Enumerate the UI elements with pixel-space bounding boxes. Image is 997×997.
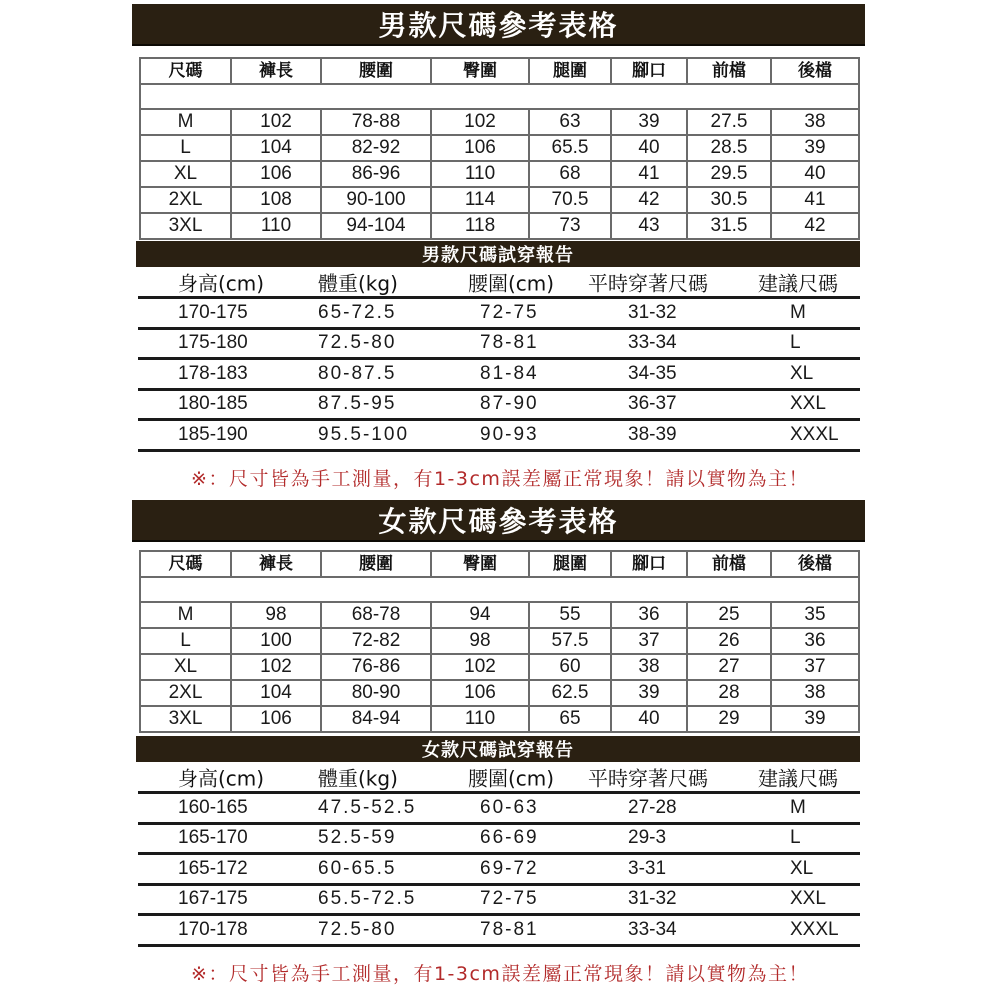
- men-measurement-note: ※：尺寸皆為手工測量，有1-3cm誤差屬正常現象！請以實物為主！: [191, 468, 809, 490]
- cell: 41: [771, 187, 859, 213]
- cell: XXXL: [790, 918, 839, 940]
- cell: XXL: [790, 393, 826, 415]
- cell: 26: [687, 628, 771, 654]
- cell: 29-3: [628, 827, 667, 849]
- table-row: [140, 109, 859, 135]
- cell: 104: [231, 680, 321, 706]
- cell: 81-84: [480, 362, 539, 384]
- cell: 94-104: [321, 213, 431, 239]
- cell: 102: [231, 109, 321, 135]
- cell: 98: [231, 602, 321, 628]
- cell: 178-183: [178, 362, 248, 384]
- cell: 87-90: [480, 393, 539, 415]
- cell: 39: [611, 109, 687, 135]
- cell: 37: [771, 654, 859, 680]
- men-fit-report-title: 男款尺碼試穿報告: [136, 241, 860, 267]
- women-size-chart-title: 女款尺碼參考表格: [132, 500, 865, 542]
- cell: 170-175: [178, 301, 248, 323]
- cell: 73: [529, 213, 611, 239]
- fit-row: [138, 391, 860, 422]
- cell: 106: [431, 680, 529, 706]
- table-row: [140, 628, 859, 654]
- header-front-rise: 前檔: [687, 551, 771, 577]
- fit-row: [138, 794, 860, 825]
- fit-row: [138, 855, 860, 886]
- cell: 55: [529, 602, 611, 628]
- cell: 27-28: [628, 796, 677, 818]
- header-weight: 體重(kg): [318, 271, 398, 295]
- fit-row: [138, 916, 860, 947]
- header-waist: 腰圍: [321, 58, 431, 84]
- cell: 170-178: [178, 918, 248, 940]
- cell: 95.5-100: [318, 423, 410, 445]
- cell: 110: [431, 161, 529, 187]
- cell: 78-88: [321, 109, 431, 135]
- cell: 40: [771, 161, 859, 187]
- cell: 37: [611, 628, 687, 654]
- cell: 106: [231, 161, 321, 187]
- cell: 118: [431, 213, 529, 239]
- fit-row: [138, 330, 860, 361]
- cell: 57.5: [529, 628, 611, 654]
- cell: 90-100: [321, 187, 431, 213]
- header-recommended-size: 建議尺碼: [758, 271, 838, 295]
- cell: M: [790, 301, 806, 323]
- table-header-row: [140, 551, 859, 577]
- cell: 185-190: [178, 423, 248, 445]
- cell: 60: [529, 654, 611, 680]
- cell: M: [140, 109, 231, 135]
- cell: 41: [611, 161, 687, 187]
- fit-header-row: [138, 762, 860, 794]
- cell: 2XL: [140, 680, 231, 706]
- cell: 60-63: [480, 796, 539, 818]
- cell: 2XL: [140, 187, 231, 213]
- cell: 102: [231, 654, 321, 680]
- cell: 65.5-72.5: [318, 888, 417, 910]
- cell: 165-172: [178, 857, 248, 879]
- cell: 72.5-80: [318, 332, 397, 354]
- cell: 78-81: [480, 918, 539, 940]
- header-pants-length: 褲長: [231, 551, 321, 577]
- header-weight: 體重(kg): [318, 766, 398, 790]
- cell: 63: [529, 109, 611, 135]
- cell: L: [790, 827, 801, 849]
- header-height: 身高(cm): [178, 271, 265, 295]
- cell: 72-75: [480, 301, 539, 323]
- cell: 80-90: [321, 680, 431, 706]
- cell: 3XL: [140, 706, 231, 732]
- spacer-cell: [140, 577, 859, 602]
- cell: XL: [140, 161, 231, 187]
- table-row: [140, 680, 859, 706]
- header-usual-size: 平時穿著尺碼: [588, 766, 708, 790]
- fit-row: [138, 360, 860, 391]
- header-hip: 臀圍: [431, 551, 529, 577]
- cell: 65.5: [529, 135, 611, 161]
- women-fit-report-title: 女款尺碼試穿報告: [136, 736, 860, 762]
- table-spacer-row: [140, 577, 859, 602]
- cell: 38: [611, 654, 687, 680]
- cell: 65-72.5: [318, 301, 397, 323]
- women-size-table: [139, 550, 860, 733]
- fit-row: [138, 825, 860, 856]
- cell: 100: [231, 628, 321, 654]
- cell: 104: [231, 135, 321, 161]
- header-leg-opening: 腳口: [611, 551, 687, 577]
- cell: 35: [771, 602, 859, 628]
- cell: 36-37: [628, 393, 677, 415]
- cell: 39: [611, 680, 687, 706]
- header-back-rise: 後檔: [771, 58, 859, 84]
- cell: 31-32: [628, 888, 677, 910]
- cell: 72.5-80: [318, 918, 397, 940]
- cell: 167-175: [178, 888, 248, 910]
- table-row: [140, 654, 859, 680]
- cell: 108: [231, 187, 321, 213]
- header-leg-opening: 腳口: [611, 58, 687, 84]
- cell: 31.5: [687, 213, 771, 239]
- cell: 27: [687, 654, 771, 680]
- cell: 60-65.5: [318, 857, 397, 879]
- cell: 62.5: [529, 680, 611, 706]
- header-thigh: 腿圍: [529, 551, 611, 577]
- fit-header-row: [138, 267, 860, 299]
- cell: 43: [611, 213, 687, 239]
- cell: M: [140, 602, 231, 628]
- cell: 29.5: [687, 161, 771, 187]
- header-usual-size: 平時穿著尺碼: [588, 271, 708, 295]
- cell: 86-96: [321, 161, 431, 187]
- cell: 82-92: [321, 135, 431, 161]
- cell: 34-35: [628, 362, 677, 384]
- header-waist: 腰圍: [321, 551, 431, 577]
- cell: 106: [431, 135, 529, 161]
- header-pants-length: 褲長: [231, 58, 321, 84]
- cell: XL: [140, 654, 231, 680]
- table-row: [140, 602, 859, 628]
- cell: XL: [790, 362, 814, 384]
- cell: 110: [231, 213, 321, 239]
- cell: XXL: [790, 888, 826, 910]
- cell: 33-34: [628, 918, 677, 940]
- cell: 65: [529, 706, 611, 732]
- cell: 28: [687, 680, 771, 706]
- cell: 38-39: [628, 423, 677, 445]
- cell: 175-180: [178, 332, 248, 354]
- cell: 76-86: [321, 654, 431, 680]
- cell: 68-78: [321, 602, 431, 628]
- cell: 160-165: [178, 796, 248, 818]
- men-fit-report-table: [138, 267, 860, 452]
- cell: 42: [611, 187, 687, 213]
- header-waist: 腰圍(cm): [468, 766, 555, 790]
- header-size: 尺碼: [140, 58, 231, 84]
- cell: 69-72: [480, 857, 539, 879]
- cell: 25: [687, 602, 771, 628]
- cell: 66-69: [480, 827, 539, 849]
- cell: M: [790, 796, 806, 818]
- cell: 38: [771, 109, 859, 135]
- men-size-table: [139, 57, 860, 240]
- table-row: [140, 161, 859, 187]
- cell: 72-82: [321, 628, 431, 654]
- cell: 90-93: [480, 423, 539, 445]
- header-back-rise: 後檔: [771, 551, 859, 577]
- women-measurement-note: ※：尺寸皆為手工測量，有1-3cm誤差屬正常現象！請以實物為主！: [191, 963, 809, 985]
- header-height: 身高(cm): [178, 766, 265, 790]
- cell: 36: [611, 602, 687, 628]
- header-front-rise: 前檔: [687, 58, 771, 84]
- cell: 165-170: [178, 827, 248, 849]
- cell: 180-185: [178, 393, 248, 415]
- cell: 102: [431, 109, 529, 135]
- cell: 40: [611, 706, 687, 732]
- spacer-cell: [140, 84, 859, 109]
- cell: 72-75: [480, 888, 539, 910]
- cell: 3-31: [628, 857, 667, 879]
- cell: 38: [771, 680, 859, 706]
- cell: L: [790, 332, 801, 354]
- cell: 78-81: [480, 332, 539, 354]
- cell: XL: [790, 857, 814, 879]
- table-row: [140, 187, 859, 213]
- cell: 47.5-52.5: [318, 796, 417, 818]
- header-recommended-size: 建議尺碼: [758, 766, 838, 790]
- cell: 30.5: [687, 187, 771, 213]
- cell: 110: [431, 706, 529, 732]
- cell: 29: [687, 706, 771, 732]
- table-row: [140, 135, 859, 161]
- cell: 52.5-59: [318, 827, 397, 849]
- header-thigh: 腿圍: [529, 58, 611, 84]
- cell: 114: [431, 187, 529, 213]
- cell: 39: [771, 135, 859, 161]
- cell: 102: [431, 654, 529, 680]
- women-fit-report-table: [138, 762, 860, 947]
- fit-row: [138, 299, 860, 330]
- cell: XXXL: [790, 423, 839, 445]
- cell: 98: [431, 628, 529, 654]
- cell: 40: [611, 135, 687, 161]
- table-spacer-row: [140, 84, 859, 109]
- cell: 28.5: [687, 135, 771, 161]
- cell: 84-94: [321, 706, 431, 732]
- cell: 106: [231, 706, 321, 732]
- cell: 39: [771, 706, 859, 732]
- cell: 42: [771, 213, 859, 239]
- fit-row: [138, 886, 860, 917]
- table-header-row: [140, 58, 859, 84]
- cell: 94: [431, 602, 529, 628]
- header-size: 尺碼: [140, 551, 231, 577]
- cell: L: [140, 135, 231, 161]
- header-waist: 腰圍(cm): [468, 271, 555, 295]
- cell: 80-87.5: [318, 362, 397, 384]
- cell: 31-32: [628, 301, 677, 323]
- fit-row: [138, 421, 860, 452]
- cell: L: [140, 628, 231, 654]
- table-row: [140, 213, 859, 239]
- table-row: [140, 706, 859, 732]
- cell: 36: [771, 628, 859, 654]
- cell: 27.5: [687, 109, 771, 135]
- cell: 68: [529, 161, 611, 187]
- cell: 3XL: [140, 213, 231, 239]
- cell: 70.5: [529, 187, 611, 213]
- header-hip: 臀圍: [431, 58, 529, 84]
- cell: 87.5-95: [318, 393, 397, 415]
- cell: 33-34: [628, 332, 677, 354]
- men-size-chart-title: 男款尺碼參考表格: [132, 4, 865, 46]
